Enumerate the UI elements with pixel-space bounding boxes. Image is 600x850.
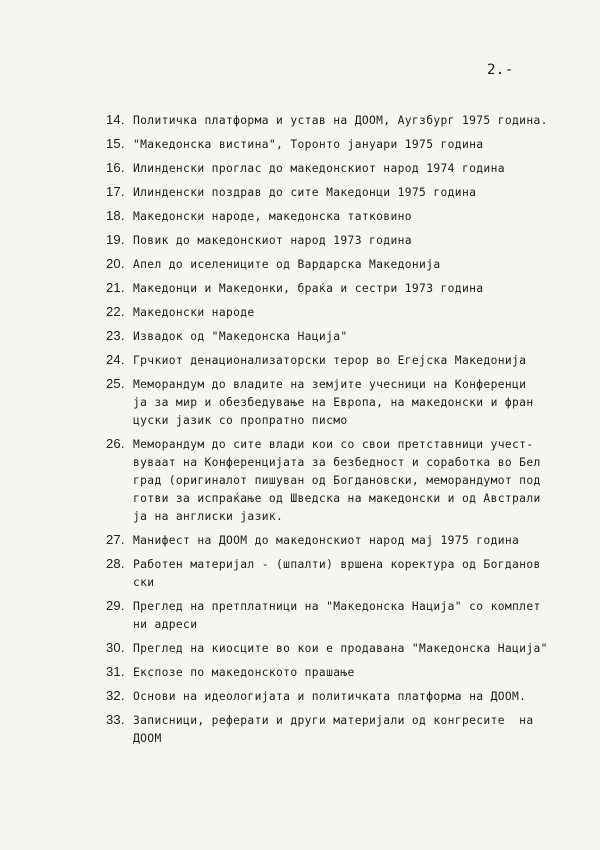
list-item bbox=[0, 112, 600, 130]
entry-line: Преглед на киосците во кои е продавана "Македонска Нација" bbox=[133, 642, 548, 655]
entry-line: Повик до македонскиот народ 1973 година bbox=[133, 234, 412, 247]
entry-text bbox=[133, 280, 588, 298]
list-item bbox=[0, 280, 600, 298]
entry-line: Илинденски поздрав до сите Македонци 1975 година bbox=[133, 186, 477, 199]
entry-line: Меморандум до сите влади кои со свои претставници учест- bbox=[133, 438, 534, 451]
entry-number: 24. bbox=[106, 352, 125, 367]
entry-number: 23. bbox=[106, 328, 125, 343]
list-item bbox=[0, 556, 600, 592]
list-item bbox=[0, 208, 600, 226]
entry-text bbox=[133, 208, 588, 226]
entry-number: 31. bbox=[106, 664, 125, 679]
entry-line: "Македонска вистина", Торонто јануари 1975 година bbox=[133, 138, 484, 151]
entry-line: Македонци и Македонки, браќа и сестри 1973 година bbox=[133, 282, 484, 295]
entry-number: 21. bbox=[106, 280, 125, 295]
entry-line: Манифест на ДООМ до македонскиот народ мај 1975 година bbox=[133, 534, 520, 547]
entry-number: 17. bbox=[106, 184, 125, 199]
list-item bbox=[0, 376, 600, 430]
entry-line: Записници, реферати и други материјали од конгресите на bbox=[133, 714, 534, 727]
entry-line: ја на англиски јазик. bbox=[133, 510, 284, 523]
entry-list bbox=[0, 112, 600, 754]
entry-number: 14. bbox=[106, 112, 125, 127]
entry-text bbox=[133, 184, 588, 202]
entry-number: 15. bbox=[106, 136, 125, 151]
entry-number: 20. bbox=[106, 256, 125, 271]
entry-line: Работен материјал - (шпалти) вршена коректура од Богданов bbox=[133, 558, 541, 571]
entry-number: 19. bbox=[106, 232, 125, 247]
entry-number: 25. bbox=[106, 376, 125, 391]
list-item bbox=[0, 304, 600, 322]
entry-text bbox=[133, 376, 588, 430]
entry-line: ДООМ bbox=[133, 732, 162, 745]
entry-number: 33. bbox=[106, 712, 125, 727]
list-item bbox=[0, 184, 600, 202]
entry-line: Преглед на претплатници на "Македонска Нација" со комплет bbox=[133, 600, 541, 613]
list-item bbox=[0, 436, 600, 526]
entry-text bbox=[133, 232, 588, 250]
entry-text bbox=[133, 160, 588, 178]
entry-text bbox=[133, 712, 588, 748]
entry-number: 27. bbox=[106, 532, 125, 547]
entry-line: ски bbox=[133, 576, 155, 589]
entry-text bbox=[133, 664, 588, 682]
entry-text bbox=[133, 532, 588, 550]
list-item bbox=[0, 688, 600, 706]
entry-line: Македонски народе, македонска татковино bbox=[133, 210, 412, 223]
entry-line: Апел до иселениците од Вардарска Македонија bbox=[133, 258, 441, 271]
entry-text bbox=[133, 688, 588, 706]
entry-number: 29. bbox=[106, 598, 125, 613]
list-item bbox=[0, 352, 600, 370]
entry-line: Експозе по македонското прашање bbox=[133, 666, 355, 679]
entry-line: Основи на идеологијата и политичката платформа на ДООМ. bbox=[133, 690, 527, 703]
entry-number: 32. bbox=[106, 688, 125, 703]
entry-line: готви за испраќање од Шведска на македонски и од Австрали bbox=[133, 492, 541, 505]
list-item bbox=[0, 640, 600, 658]
entry-text bbox=[133, 640, 588, 658]
list-item bbox=[0, 664, 600, 682]
entry-text bbox=[133, 598, 588, 634]
list-item bbox=[0, 328, 600, 346]
entry-line: ја за мир и обезбедување на Европа, на македонски и фран bbox=[133, 396, 534, 409]
entry-number: 22. bbox=[106, 304, 125, 319]
entry-text bbox=[133, 352, 588, 370]
entry-text bbox=[133, 556, 588, 592]
entry-line: ни адреси bbox=[133, 618, 198, 631]
entry-line: Илинденски проглас до македонскиот народ 1974 година bbox=[133, 162, 505, 175]
entry-number: 16. bbox=[106, 160, 125, 175]
list-item bbox=[0, 598, 600, 634]
entry-line: Грчкиот денационализаторски терор во Егејска Македонија bbox=[133, 354, 527, 367]
list-item bbox=[0, 136, 600, 154]
page-number: 2.- bbox=[487, 62, 514, 78]
list-item bbox=[0, 256, 600, 274]
list-item bbox=[0, 532, 600, 550]
entry-number: 28. bbox=[106, 556, 125, 571]
list-item bbox=[0, 160, 600, 178]
entry-text bbox=[133, 328, 588, 346]
entry-line: Меморандум до владите на земјите учесници на Конференци bbox=[133, 378, 527, 391]
entry-text bbox=[133, 304, 588, 322]
entry-text bbox=[133, 256, 588, 274]
entry-line: Извадок од "Македонска Нација" bbox=[133, 330, 348, 343]
entry-number: 26. bbox=[106, 436, 125, 451]
list-item bbox=[0, 232, 600, 250]
entry-text bbox=[133, 436, 588, 526]
entry-line: Политичка платформа и устав на ДООМ, Аугзбург 1975 година. bbox=[133, 114, 548, 127]
entry-line: вуваат на Конференцијата за безбедност и соработка во Бел bbox=[133, 456, 541, 469]
entry-line: град (оригиналот пишуван од Богдановски, меморандумот под bbox=[133, 474, 541, 487]
entry-text bbox=[133, 136, 588, 154]
entry-number: 30. bbox=[106, 640, 125, 655]
entry-text bbox=[133, 112, 588, 130]
entry-line: Македонски народе bbox=[133, 306, 255, 319]
entry-line: цуски јазик со пропратно писмо bbox=[133, 414, 348, 427]
entry-number: 18. bbox=[106, 208, 125, 223]
list-item bbox=[0, 712, 600, 748]
